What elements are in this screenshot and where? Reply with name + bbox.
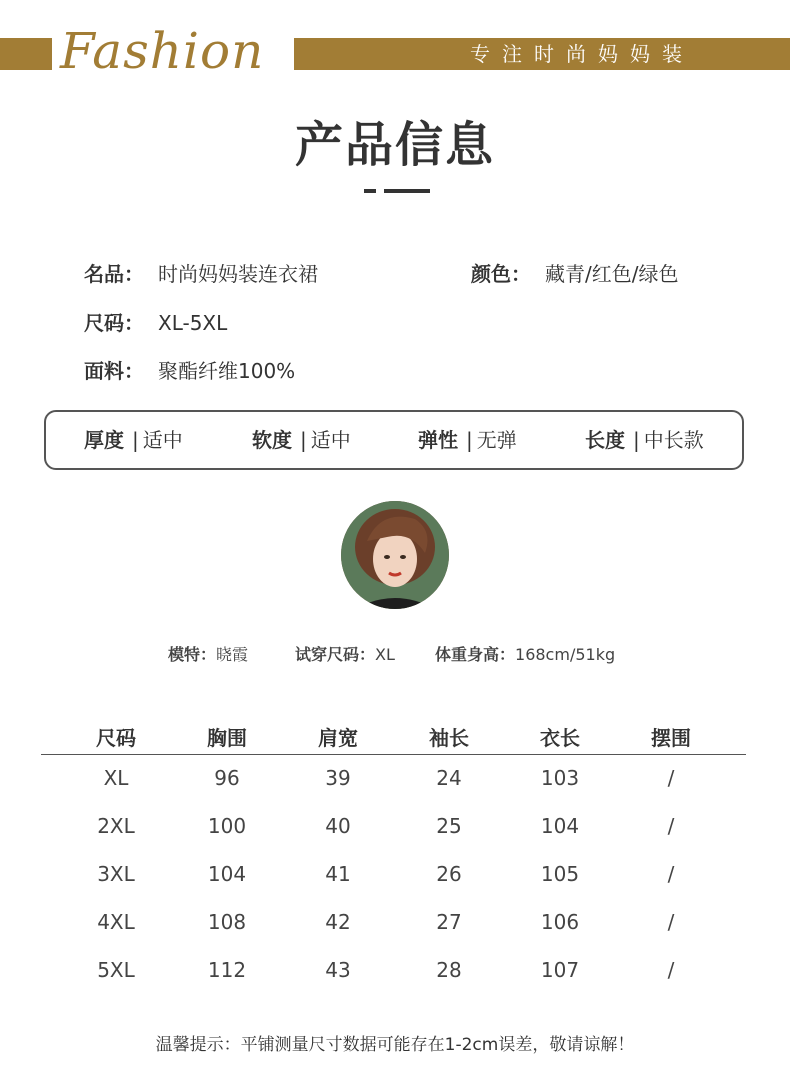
table-header: 袖长 — [429, 726, 469, 750]
info-color-value: 藏青/红色/绿色 — [545, 262, 679, 286]
prop-label: 厚度 — [84, 428, 124, 452]
table-cell: XL — [103, 766, 129, 790]
table-cell: 105 — [540, 862, 580, 886]
table-cell: / — [667, 958, 675, 982]
header-band-left — [0, 38, 52, 70]
model-body-label: 体重身高： — [435, 645, 516, 664]
prop-separator: | — [300, 428, 307, 452]
info-size — [84, 307, 227, 336]
prop-separator: | — [132, 428, 139, 452]
table-divider — [41, 754, 746, 755]
table-cell: 39 — [325, 766, 351, 790]
table-cell: 100 — [207, 814, 247, 838]
prop-label: 弹性 — [418, 428, 458, 452]
info-name — [84, 258, 318, 287]
page-title: 产品信息 — [294, 117, 495, 173]
table-cell: 104 — [540, 814, 580, 838]
prop-value: 中长款 — [643, 428, 704, 452]
prop-separator: | — [466, 428, 473, 452]
title-divider-long — [384, 189, 430, 193]
prop-elasticity — [418, 412, 517, 468]
table-cell: 41 — [325, 862, 351, 886]
table-cell: 40 — [325, 814, 351, 838]
table-cell: 3XL — [97, 862, 135, 886]
table-cell: 106 — [540, 910, 580, 934]
table-cell: 4XL — [97, 910, 135, 934]
model-size-label: 试穿尺码： — [295, 645, 376, 664]
model-size-value: XL — [375, 645, 395, 664]
table-cell: 2XL — [97, 814, 135, 838]
prop-value: 适中 — [142, 428, 183, 452]
model-body-value: 168cm/51kg — [515, 645, 616, 664]
table-cell: 26 — [436, 862, 462, 886]
info-color — [471, 258, 678, 287]
table-cell: 107 — [540, 958, 580, 982]
table-cell: 108 — [207, 910, 247, 934]
table-cell: 103 — [540, 766, 580, 790]
info-size-value: XL-5XL — [158, 311, 228, 335]
prop-label: 软度 — [252, 428, 292, 452]
table-cell: / — [667, 910, 675, 934]
table-cell: 96 — [214, 766, 240, 790]
table-cell: 42 — [325, 910, 351, 934]
model-body — [435, 642, 615, 665]
table-cell: 112 — [207, 958, 247, 982]
brand-logo: Fashion — [60, 22, 265, 80]
table-cell: 28 — [436, 958, 462, 982]
table-header: 摆围 — [651, 726, 691, 750]
table-cell: 43 — [325, 958, 351, 982]
prop-softness — [252, 412, 351, 468]
info-fabric-value: 聚酯纤维100% — [158, 359, 296, 383]
prop-label: 长度 — [585, 428, 625, 452]
model-name — [168, 642, 248, 665]
model-size — [295, 642, 395, 665]
table-cell: 5XL — [97, 958, 135, 982]
table-cell: 104 — [207, 862, 247, 886]
table-cell: 27 — [436, 910, 462, 934]
prop-separator: | — [633, 428, 640, 452]
table-header: 肩宽 — [318, 726, 358, 750]
table-header: 衣长 — [540, 726, 580, 750]
info-name-value: 时尚妈妈装连衣裙 — [158, 262, 318, 286]
properties-box — [44, 410, 744, 470]
info-name-label: 名品： — [84, 262, 144, 286]
prop-length — [585, 412, 704, 468]
info-fabric-label: 面料： — [84, 359, 144, 383]
info-fabric — [84, 355, 295, 384]
info-color-label: 颜色： — [471, 262, 531, 286]
table-header: 胸围 — [207, 726, 247, 750]
prop-thickness — [84, 412, 183, 468]
table-cell: / — [667, 814, 675, 838]
title-divider-short — [364, 189, 376, 193]
table-cell: / — [667, 862, 675, 886]
table-cell: 24 — [436, 766, 462, 790]
info-size-label: 尺码： — [84, 311, 144, 335]
footer-note: 温馨提示：平铺测量尺寸数据可能存在1-2cm误差，敬请谅解！ — [155, 1035, 635, 1055]
model-avatar — [341, 501, 449, 609]
header-slogan: 专注时尚妈妈装 — [470, 42, 694, 66]
prop-value: 适中 — [310, 428, 351, 452]
model-name-value: 晓霞 — [216, 645, 249, 664]
table-cell: 25 — [436, 814, 462, 838]
model-portrait-icon — [341, 501, 449, 609]
prop-value: 无弹 — [476, 428, 517, 452]
model-name-label: 模特： — [168, 645, 217, 664]
table-header: 尺码 — [96, 726, 136, 750]
table-cell: / — [667, 766, 675, 790]
